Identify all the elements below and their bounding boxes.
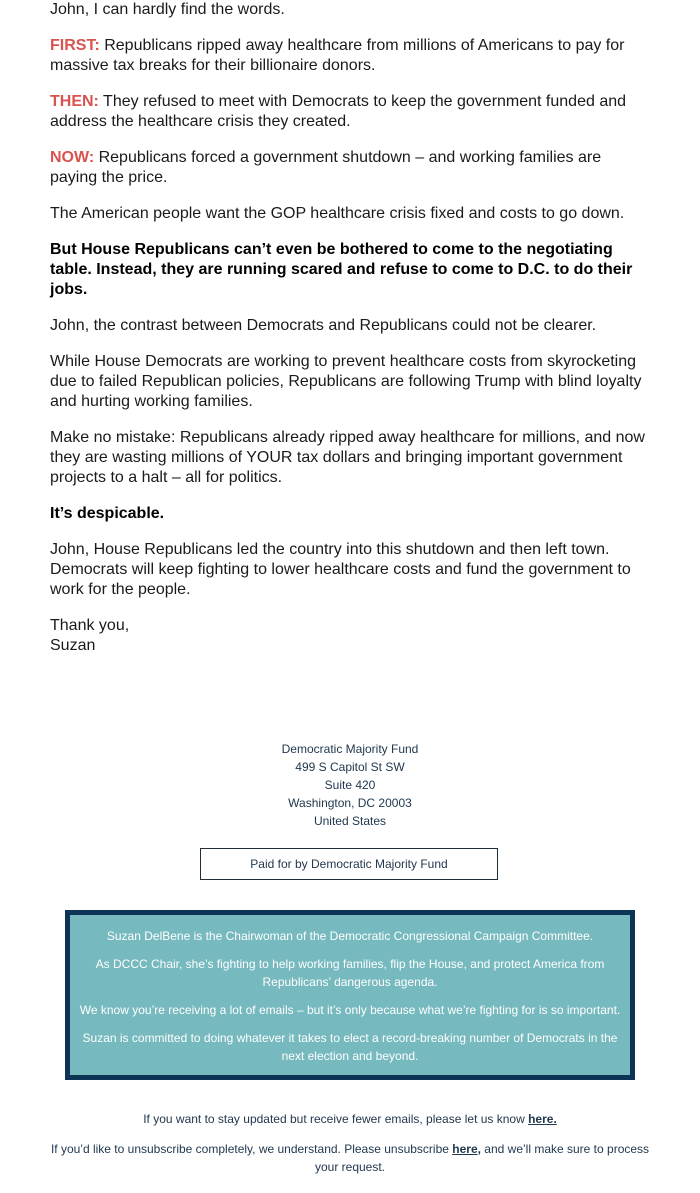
first-label: FIRST: xyxy=(50,37,100,54)
then-label: THEN: xyxy=(50,93,99,110)
make-no-mistake-paragraph: Make no mistake: Republicans already ripped away healthcare for millions, and now they are wasting millions of YOUR tax dollars and bringing important government projects to a halt – all for politics. xyxy=(50,429,645,486)
first-paragraph xyxy=(50,36,650,76)
address-street: 499 S Capitol St SW xyxy=(295,760,405,774)
mailing-address xyxy=(0,740,700,830)
footer xyxy=(50,1110,650,1188)
fewer-emails-line xyxy=(50,1110,650,1128)
signoff xyxy=(50,616,650,656)
bio-line-4: Suzan is committed to doing whatever it takes to elect a record-breaking number of Democrats in the next election and beyond. xyxy=(82,1031,618,1063)
bio-line-2: As DCCC Chair, she’s fighting to help working families, flip the House, and protect America from Republicans’ dangerous agenda. xyxy=(95,957,605,989)
shutdown-paragraph: John, House Republicans led the country into this shutdown and then left town. Democrats will keep fighting to lower healthcare costs and fund the government to work for the people. xyxy=(50,541,631,598)
bio-line-1: Suzan DelBene is the Chairwoman of the Democratic Congressional Campaign Committee. xyxy=(106,929,594,943)
then-paragraph xyxy=(50,92,650,132)
address-city: Washington, DC 20003 xyxy=(288,796,412,810)
house-republicans-paragraph: But House Republicans can’t even be bothered to come to the negotiating table. Instead, they are running scared and refuse to come to D.C. to do their jobs. xyxy=(50,241,633,298)
now-paragraph xyxy=(50,148,650,188)
greeting-paragraph: John, I can hardly find the words. xyxy=(50,1,285,18)
then-text: They refused to meet with Democrats to keep the government funded and address the healthcare crisis they created. xyxy=(50,93,627,130)
bio-box xyxy=(65,910,635,1080)
american-people-paragraph: The American people want the GOP healthcare crisis fixed and costs to go down. xyxy=(50,205,625,222)
email-body xyxy=(50,0,650,672)
house-democrats-paragraph: While House Democrats are working to prevent healthcare costs from skyrocketing due to failed Republican policies, Republicans are following Trump with blind loyalty and hurting working families. xyxy=(50,353,642,410)
signoff-text: Thank you, xyxy=(50,617,130,634)
contrast-paragraph: John, the contrast between Democrats and Republicans could not be clearer. xyxy=(50,317,597,334)
now-label: NOW: xyxy=(50,149,95,166)
bio-line-3: We know you’re receiving a lot of emails – but it’s only because what we’re fighting for is so important. xyxy=(79,1003,621,1017)
despicable-paragraph: It’s despicable. xyxy=(50,505,165,522)
now-text: Republicans forced a government shutdown – and working families are paying the price. xyxy=(50,149,602,186)
signature: Suzan xyxy=(50,637,96,654)
unsubscribe-text-before: If you’d like to unsubscribe completely, we understand. Please unsubscribe xyxy=(50,1142,453,1156)
first-text: Republicans ripped away healthcare from millions of Americans to pay for massive tax breaks for their billionaire donors. xyxy=(50,37,625,74)
unsubscribe-text-after: and we’ll make sure to process your request. xyxy=(314,1142,650,1174)
fewer-emails-link[interactable]: here. xyxy=(528,1112,557,1126)
paid-for-disclaimer: Paid for by Democratic Majority Fund xyxy=(200,848,498,880)
address-country: United States xyxy=(313,814,387,828)
address-suite: Suite 420 xyxy=(324,778,376,792)
unsubscribe-line xyxy=(50,1140,650,1176)
address-org: Democratic Majority Fund xyxy=(281,742,419,756)
fewer-emails-text: If you want to stay updated but receive fewer emails, please let us know xyxy=(143,1112,529,1126)
unsubscribe-link[interactable]: here, xyxy=(452,1142,481,1156)
